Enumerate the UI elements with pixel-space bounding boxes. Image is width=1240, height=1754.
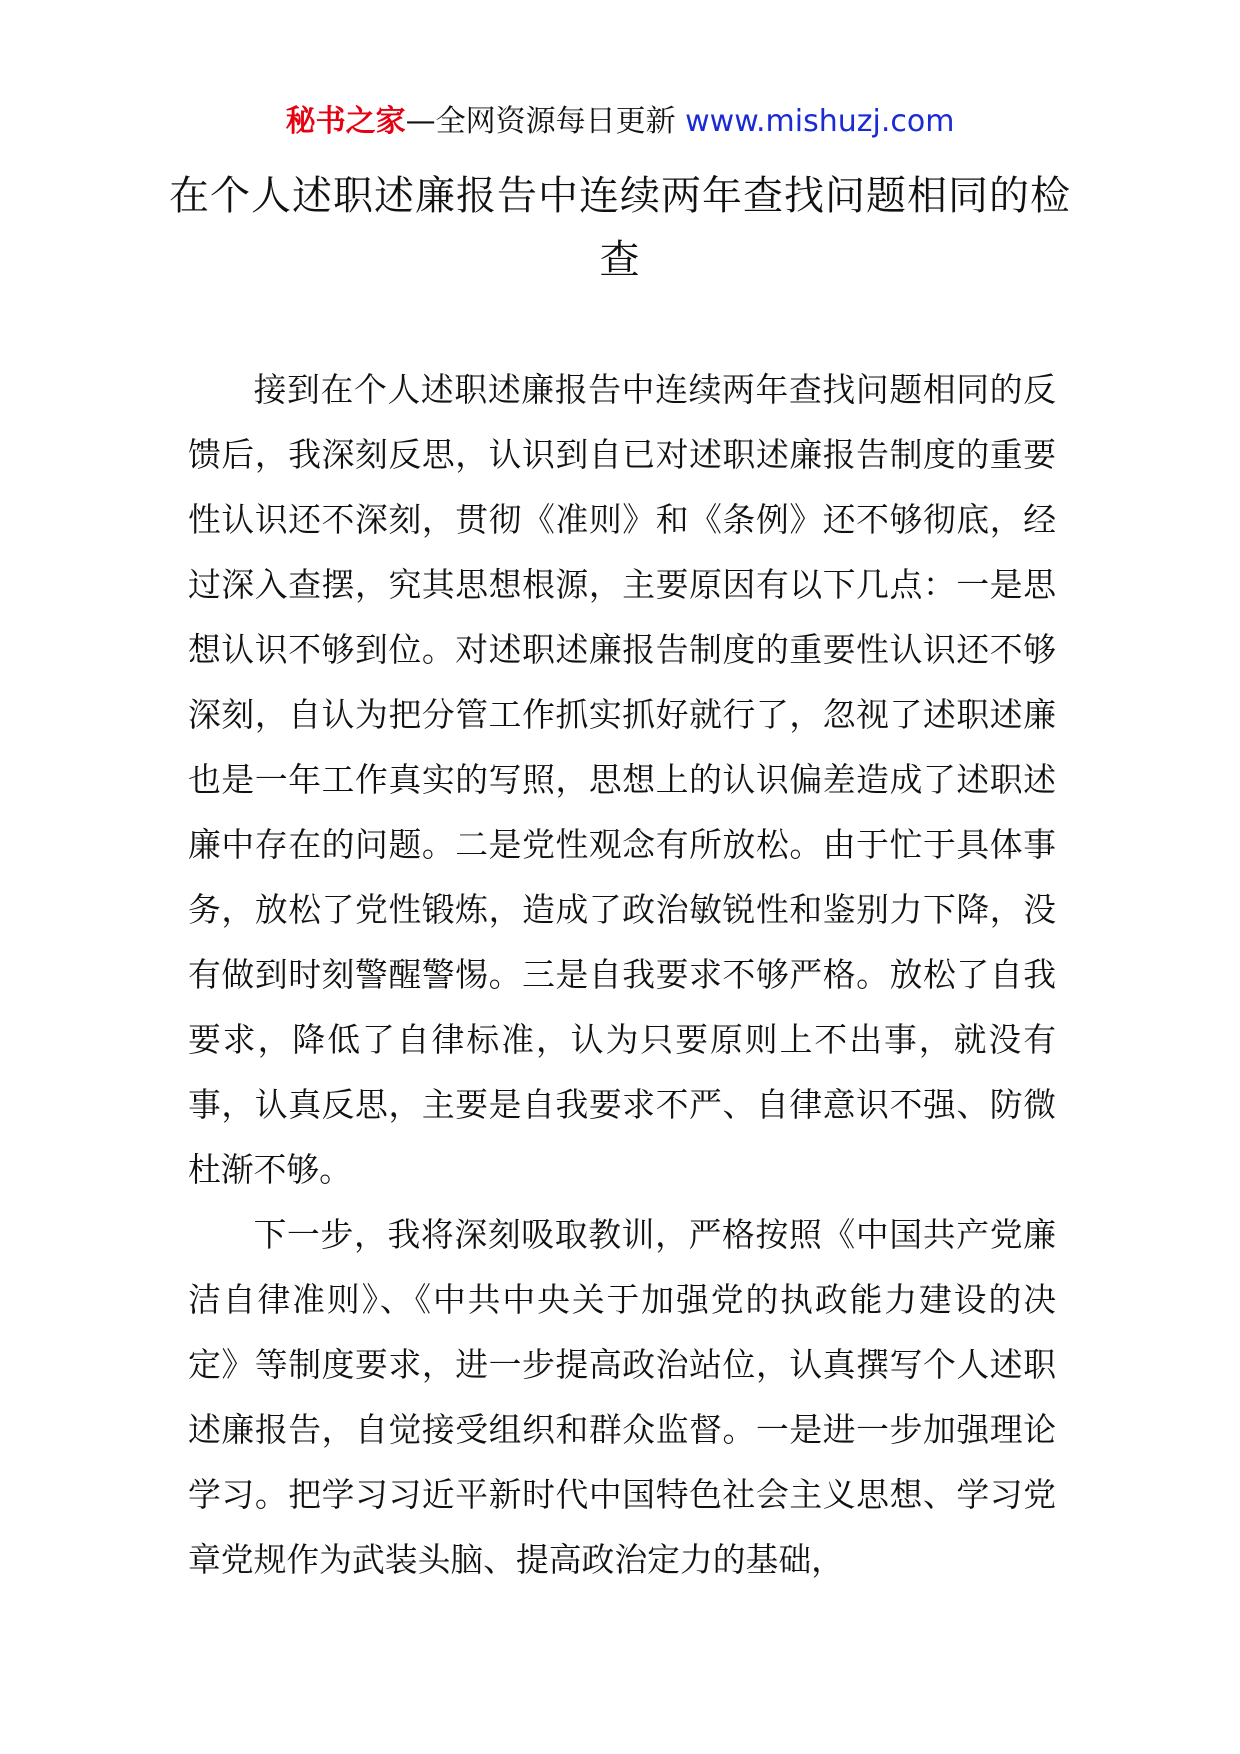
document-body bbox=[188, 358, 1056, 1593]
header-tagline: —全网资源每日更新 bbox=[405, 104, 676, 139]
paragraph-2: 下一步，我将深刻吸取教训，严格按照《中国共产党廉洁自律准则》、《中共中央关于加强党的执政能力建设的决定》等制度要求，进一步提高政治站位，认真撰写个人述职述廉报告，自觉接受组织和群众监督。一是进一步加强理论学习。把学习习近平新时代中国特色社会主义思想、学习党章党规作为武装头脑、提高政治定力的基础， bbox=[188, 1216, 1056, 1579]
paragraph-1: 接到在个人述职述廉报告中连续两年查找问题相同的反馈后，我深刻反思，认识到自已对述职述廉报告制度的重要性认识还不深刻，贯彻《准则》和《条例》还不够彻底，经过深入查摆，究其思想根源，主要原因有以下几点：一是思想认识不够到位。对述职述廉报告制度的重要性认识还不够深刻，自认为把分管工作抓实抓好就行了，忽视了述职述廉也是一年工作真实的写照，思想上的认识偏差造成了述职述廉中存在的问题。二是党性观念有所放松。由于忙于具体事务，放松了党性锻炼，造成了政治敏锐性和鉴别力下降，没有做到时刻警醒警惕。三是自我要求不够严格。放松了自我要求，降低了自律标准，认为只要原则上不出事，就没有事，认真反思，主要是自我要求不严、自律意识不强、防微杜渐不够。 bbox=[188, 371, 1056, 1189]
brand-name: 秘书之家 bbox=[285, 104, 406, 139]
document-title: 在个人述职述廉报告中连续两年查找问题相同的检查 bbox=[169, 173, 1071, 283]
site-header bbox=[0, 100, 1240, 144]
site-url-link[interactable]: www.mishuzj.com bbox=[685, 104, 955, 139]
